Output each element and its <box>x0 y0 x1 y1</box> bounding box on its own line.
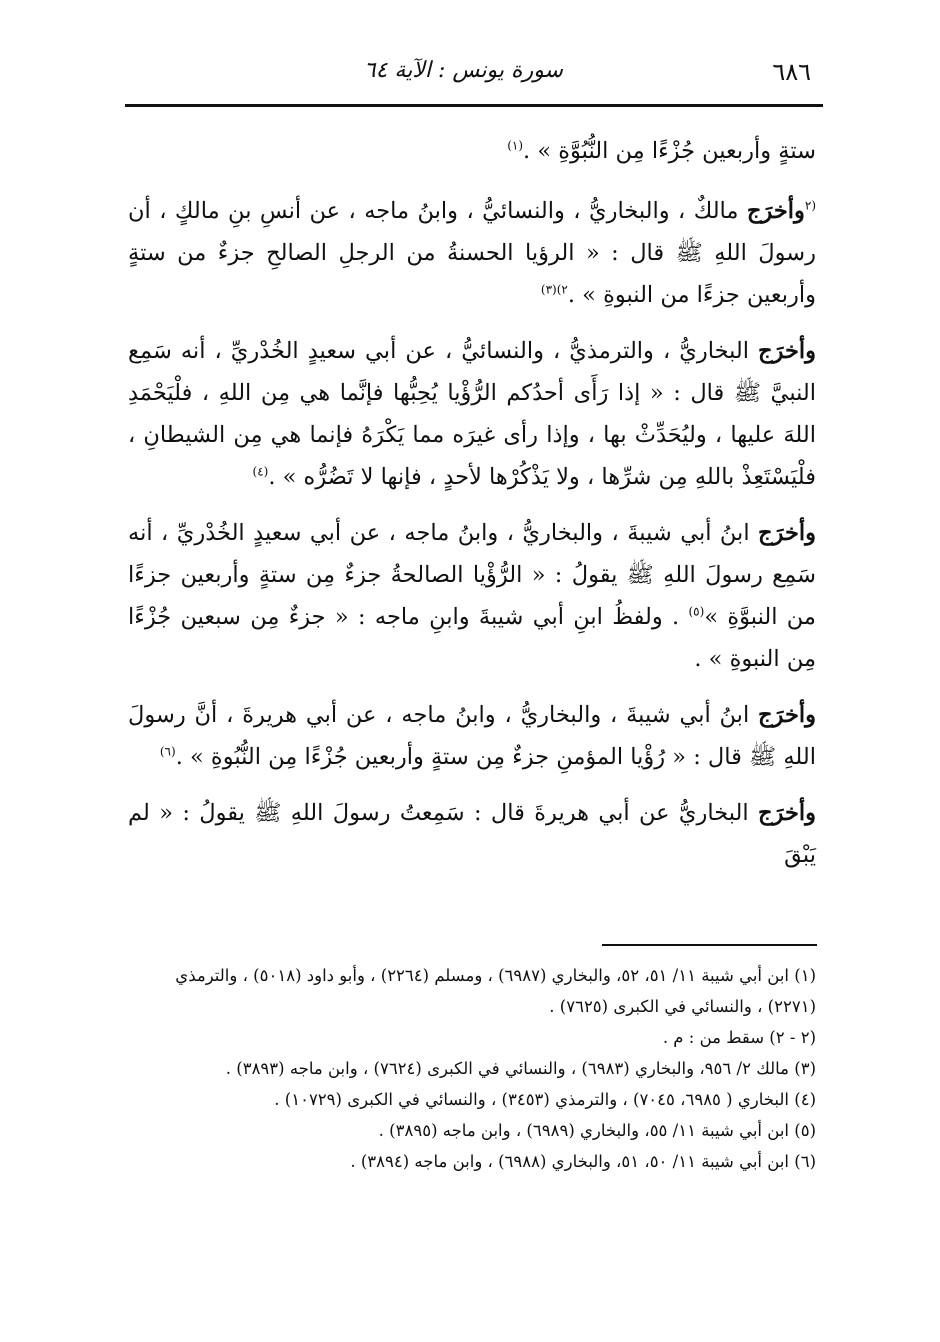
footnote-4: (٤) البخاري ( ٦٩٨٥، ٧٠٤٥) ، والترمذي (٣٤٥٣) ، والنسائي في الكبرى (١٠٧٢٩) . <box>274 1090 816 1109</box>
paragraph-5-lead: وأخرَج <box>758 702 816 728</box>
footnote-ref-4: (٤) <box>252 464 269 479</box>
paragraph-4-lead: وأخرَج <box>758 520 816 546</box>
page-header <box>125 52 823 100</box>
paragraph-4-tail: . ولفظُ ابنِ أبي شيبةَ وابنِ ماجه : « جزءٌ مِن سبعين جُزْءًا مِن النبوةِ » . <box>128 604 816 672</box>
paragraph-2-lead: وأخرَج <box>746 198 805 224</box>
paragraph-2-text: مالكٌ ، والبخاريُّ ، والنسائيُّ ، وابنُ ماجه ، عن أنسِ بنِ مالكٍ ، أن رسولَ اللهِ ﷺ قال : « الرؤيا الحسنةُ من الرجلِ الصالحِ جزءٌ من ستةٍ وأربعين جزءًا من النبوةِ » . <box>128 198 816 308</box>
footnote-ref-5: (٥) <box>688 604 705 619</box>
paragraph-3-lead: وأخرَج <box>758 338 816 364</box>
footnote-5: (٥) ابن أبي شيبة ١١/ ٥٥، والبخاري (٦٩٨٩) ، وابن ماجه (٣٨٩٥) . <box>378 1121 816 1140</box>
paragraph-1-text: ستةٍ وأربعين جُزْءًا مِن النُّبُوَّةِ » . <box>523 138 816 164</box>
footnotes <box>128 960 816 1177</box>
paragraph-1 <box>128 130 816 172</box>
running-title: سورة يونس : الآية ٦٤ <box>363 58 563 83</box>
header-rule <box>125 104 823 107</box>
paragraph-5-text: ابنُ أبي شيبةَ ، والبخاريُّ ، وابنُ ماجه ، عن أبي هريرةَ ، أنَّ رسولَ اللهِ ﷺ قال : « رُؤْيا المؤمنِ جزءٌ مِن ستةٍ وأربعين جُزْءًا مِن النُّبُوةِ » . <box>128 702 816 770</box>
footnote-ref-1: (١) <box>507 138 524 153</box>
footnote-ref-6: (٦) <box>159 744 176 759</box>
footnote-1: (١) ابن أبي شيبة ١١/ ٥١، ٥٢، والبخاري (٦٩٨٧) ، ومسلم (٢٢٦٤) ، وأبو داود (٥٠١٨) ، والترمذي (٢٢٧١) ، والنسائي في الكبرى (٧٦٢٥) . <box>175 966 816 1016</box>
paragraph-6 <box>128 792 816 876</box>
omission-open-mark: (٢ <box>804 198 816 213</box>
paragraph-4-text: ابنُ أبي شيبةَ ، والبخاريُّ ، وابنُ ماجه ، عن أبي سعيدٍ الخُدْريِّ ، أنه سَمِع رسولَ اللهِ ﷺ يقولُ : « الرُّؤْيا الصالحةُ جزءٌ مِن ستةٍ وأربعين جزءًا من النبوَّةِ » <box>128 520 816 630</box>
paragraph-3-text: البخاريُّ ، والترمذيُّ ، والنسائيُّ ، عن أبي سعيدٍ الخُدْريِّ ، أنه سَمِع النبيَّ ﷺ قال : « إذا رَأَى أحدُكم الرُّؤْيا يُحِبُّها فإنَّما هي مِن اللهِ ، فلْيَحْمَدِ اللهَ عليها ، وليُحَدِّثْ بها ، وإذا رأى غيرَه مما يَكْرَهُ فإنما هي مِن الشيطانِ ، فلْيَسْتَعِذْ باللهِ مِن شرِّها ، ولا يَذْكُرْها لأحدٍ ، فإنها لا تَضُرُّه » . <box>128 338 816 490</box>
main-text <box>128 130 816 890</box>
footnote-2: (٢ - ٢) سقط من : م . <box>662 1028 816 1047</box>
footnote-ref-2-3: ٢)(٣) <box>540 282 568 297</box>
paragraph-6-lead: وأخرَج <box>758 800 816 826</box>
paragraph-2 <box>128 190 816 316</box>
paragraph-5 <box>128 694 816 778</box>
paragraph-3 <box>128 330 816 498</box>
paragraph-4 <box>128 512 816 680</box>
footnote-6: (٦) ابن أبي شيبة ١١/ ٥٠، ٥١، والبخاري (٦٩٨٨) ، وابن ماجه (٣٨٩٤) . <box>350 1152 816 1171</box>
page-number: ٦٨٦ <box>772 58 811 86</box>
paragraph-6-text: البخاريُّ عن أبي هريرةَ قال : سَمِعتُ رسولَ اللهِ ﷺ يقولُ : « لم يَبْقَ <box>128 800 816 868</box>
footnote-3: (٣) مالك ٢/ ٩٥٦، والبخاري (٦٩٨٣) ، والنسائي في الكبرى (٧٦٢٤) ، وابن ماجه (٣٨٩٣) . <box>225 1059 816 1078</box>
footnote-rule <box>602 944 817 946</box>
